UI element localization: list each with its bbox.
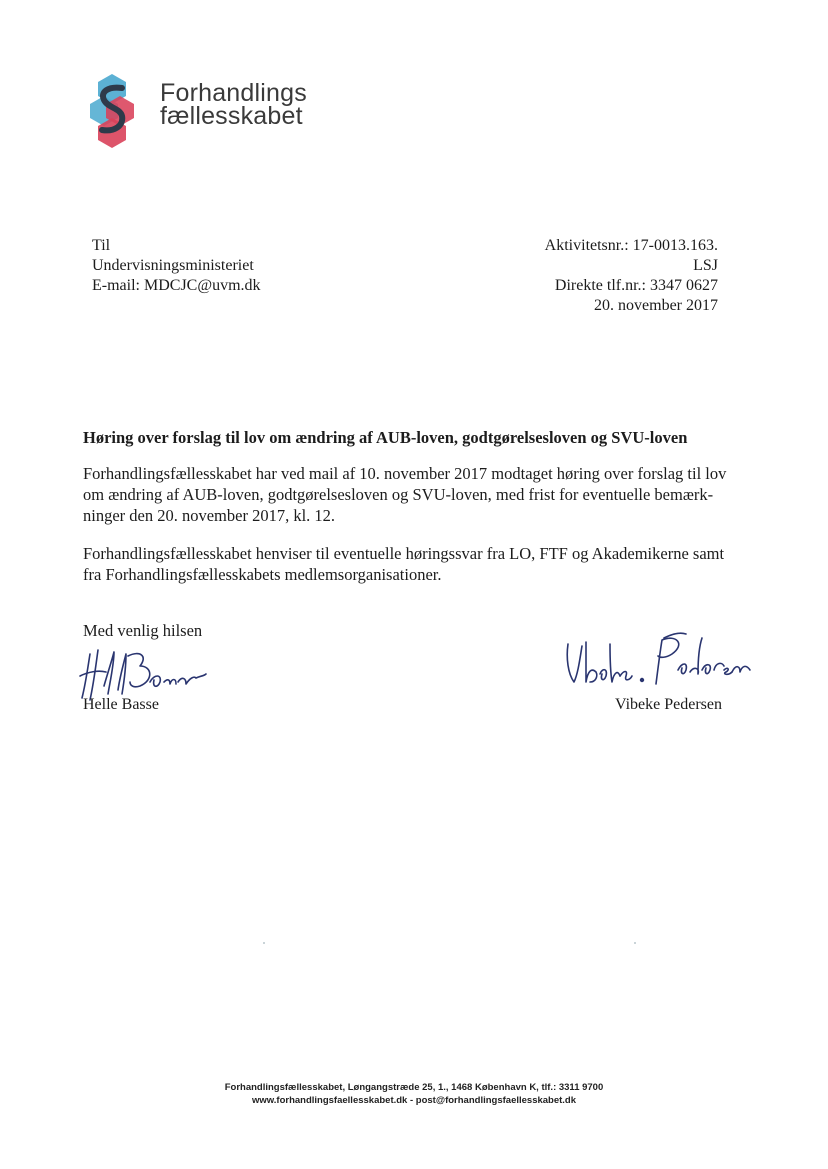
recipient-email: E-mail: MDCJC@uvm.dk — [92, 277, 261, 294]
paragraph-1-line: om ændring af AUB-loven, godtgørelsesloven og SVU-loven, med frist for eventuelle bemærk- — [83, 485, 714, 504]
scan-speck — [634, 942, 636, 944]
footer-address: Forhandlingsfællesskabet, Løngangstræde 25, 1., 1468 København K, tlf.: 3311 9700 — [224, 1082, 604, 1093]
logo-text-line1: Forhandlings — [160, 79, 307, 107]
direct-phone: Direkte tlf.nr.: 3347 0627 — [554, 277, 718, 294]
initials: LSJ — [693, 257, 718, 274]
paragraph-1-line: Forhandlingsfællesskabet har ved mail af 10. november 2017 modtaget høring over forslag til lov — [83, 464, 727, 483]
paragraph-1-line: ninger den 20. november 2017, kl. 12. — [83, 506, 336, 525]
footer-contact: www.forhandlingsfaellesskabet.dk - post@forhandlingsfaellesskabet.dk — [251, 1095, 577, 1106]
scan-speck — [263, 942, 265, 944]
logo-icon — [88, 72, 136, 150]
logo-text-line2: fællesskabet — [160, 102, 303, 130]
paragraph-2-line: fra Forhandlingsfællesskabets medlemsorganisationer. — [83, 565, 442, 584]
signatory-left-name: Helle Basse — [83, 696, 159, 713]
signature-helle-basse — [78, 642, 208, 704]
letter-date: 20. november 2017 — [594, 297, 718, 314]
paragraph-2 — [83, 543, 733, 585]
activity-number: Aktivitetsnr.: 17-0013.163. — [544, 237, 718, 254]
closing-greeting: Med venlig hilsen — [83, 621, 203, 640]
recipient-name: Undervisningsministeriet — [92, 257, 254, 274]
signature-vibeke-pedersen — [560, 630, 755, 690]
recipient-to-label: Til — [92, 237, 111, 254]
letter-heading: Høring over forslag til lov om ændring af AUB-loven, godtgørelsesloven og SVU-loven — [83, 428, 688, 447]
signatory-right-name: Vibeke Pedersen — [615, 696, 722, 713]
paragraph-2-line: Forhandlingsfællesskabet henviser til eventuelle høringssvar fra LO, FTF og Akademikerne samt — [83, 544, 725, 563]
paragraph-1 — [83, 463, 733, 526]
